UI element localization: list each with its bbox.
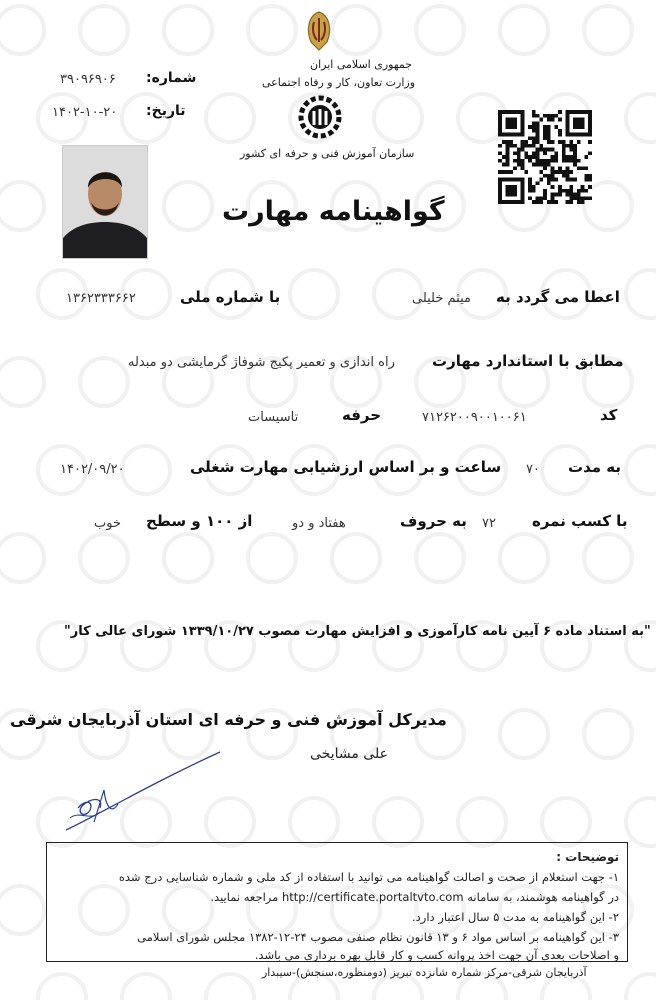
code-label: کد (600, 406, 618, 424)
notes-box (46, 842, 628, 962)
handwritten-signature (60, 748, 230, 834)
note-line-3: ۲- این گواهینامه به مدت ۵ سال اعتبار دارد. (412, 910, 619, 924)
iran-emblem-icon (302, 8, 336, 54)
organization-name: سازمان آموزش فنی و حرفه ای کشور (240, 147, 415, 160)
tvto-logo-icon (298, 95, 342, 139)
signatory-name: علی مشایخی (310, 746, 388, 762)
national-id-label: با شماره ملی (180, 288, 281, 306)
legal-basis: "به استناد ماده ۶ آیین نامه کارآموزی و افزایش مهارت مصوب ۱۳۳۹/۱۰/۲۷ شورای عالی کار" (64, 624, 651, 639)
score-label: با کسب نمره (532, 512, 628, 530)
awarded-label: اعطا می گردد به (496, 288, 620, 306)
number-value: ۳۹۰۹۶۹۰۶ (60, 72, 116, 87)
note-line-4: ۳- این گواهینامه بر اساس مواد ۶ و ۱۳ قانون نظام صنفی مصوب ۲۴-۱۲-۱۳۸۲ مجلس شورای اسلامی (137, 930, 619, 944)
qr-code (498, 110, 592, 204)
issuing-center: آذربایجان شرقی-مرکز شماره شانزده تبریز (دومنظوره،سنجش)-سیبدار (262, 966, 587, 979)
notes-title: توضیحات : (556, 850, 619, 864)
duration-label: به مدت (568, 458, 621, 476)
duration-value: ۷۰ (526, 462, 540, 477)
note-line-5: و اصلاحات بعدی آن جهت اخذ پروانه کسب و کار قابل بهره برداری می باشد. (254, 948, 619, 962)
republic-name: جمهوری اسلامی ایران (310, 58, 413, 71)
out-of-label: از ۱۰۰ و سطح (146, 512, 253, 530)
hours-label: ساعت و بر اساس ارزشیابی مهارت شغلی (190, 458, 502, 476)
holder-photo (62, 145, 148, 259)
signatory-position: مدیرکل آموزش فنی و حرفه ای استان آذربایجان شرقی (10, 710, 447, 729)
note-line-2: در گواهینامه هوشمند، به سامانه http://certificate.portaltvto.com مراجعه نمایید. (210, 890, 619, 904)
number-label: شماره: (146, 70, 197, 86)
level-value: خوب (94, 516, 121, 531)
standard-value: راه اندازی و تعمیر پکیج شوفاژ گرمایشی دو مبدله (128, 355, 395, 370)
trade-label: حرفه (342, 406, 382, 424)
date-label: تاریخ: (146, 103, 186, 119)
trade-value: تاسیسات (248, 410, 299, 425)
date-value: ۱۴۰۲-۱۰-۲۰ (52, 105, 118, 120)
score-in-letters: هفتاد و دو (292, 516, 346, 531)
holder-name: میثم خلیلی (412, 291, 471, 306)
letters-label: به حروف (400, 512, 467, 530)
certificate-title: گواهینامه مهارت (222, 196, 445, 227)
code-value: ۷۱۲۶۲۰۰۹۰۰۱۰۰۶۱ (422, 410, 527, 425)
note-line-1: ۱- جهت استعلام از صحت و اصالت گواهینامه می توانید با استفاده از کد ملی و شماره شناسایی درج شده (118, 870, 619, 884)
national-id-value: ۱۳۶۲۳۳۳۶۶۲ (66, 291, 136, 306)
score-value: ۷۲ (482, 516, 496, 531)
ministry-name: وزارت تعاون، کار و رفاه اجتماعی (262, 76, 416, 89)
evaluation-date: ۱۴۰۲/۰۹/۲۰ (60, 462, 125, 477)
standard-label: مطابق با استاندارد مهارت (432, 352, 624, 370)
